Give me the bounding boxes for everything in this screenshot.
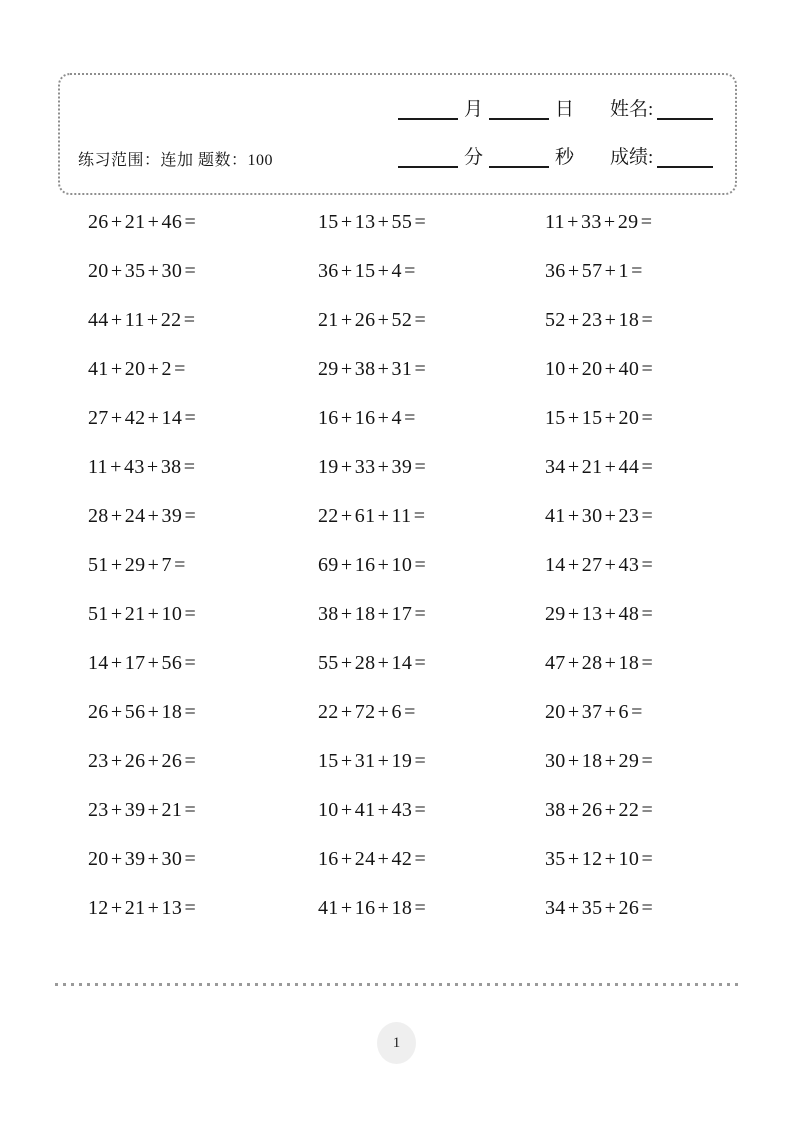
problem: 41 + 16 + 18 = <box>318 897 427 919</box>
header-fill-block <box>398 93 713 189</box>
problem: 52 + 23 + 18 = <box>545 309 654 331</box>
month-blank <box>398 97 458 120</box>
problem: 16 + 16 + 4 = <box>318 407 416 429</box>
problem: 14 + 17 + 56 = <box>88 652 197 674</box>
problem: 47 + 28 + 18 = <box>545 652 654 674</box>
problem: 23 + 26 + 26 = <box>88 750 197 772</box>
problem: 41 + 20 + 2 = <box>88 358 186 380</box>
page-number: 1 <box>392 1034 401 1051</box>
problem: 14 + 27 + 43 = <box>545 554 654 576</box>
problem: 19 + 33 + 39 = <box>318 456 427 478</box>
problem: 16 + 24 + 42 = <box>318 848 427 870</box>
problem-column-3 <box>545 198 738 933</box>
time-row <box>398 141 713 168</box>
problem: 11 + 33 + 29 = <box>545 211 653 233</box>
problem: 36 + 57 + 1 = <box>545 260 643 282</box>
problem: 55 + 28 + 14 = <box>318 652 427 674</box>
day-label: 日 <box>555 99 575 120</box>
problem: 10 + 20 + 40 = <box>545 358 654 380</box>
problem: 69 + 16 + 10 = <box>318 554 427 576</box>
problem: 15 + 15 + 20 = <box>545 407 654 429</box>
problem: 38 + 18 + 17 = <box>318 603 427 625</box>
problem: 12 + 21 + 13 = <box>88 897 197 919</box>
problem: 30 + 18 + 29 = <box>545 750 654 772</box>
minute-blank <box>398 145 458 168</box>
problem: 44 + 11 + 22 = <box>88 309 196 331</box>
problem: 20 + 39 + 30 = <box>88 848 197 870</box>
practice-info: 练习范围：连加 题数：100 <box>78 152 274 169</box>
problem: 27 + 42 + 14 = <box>88 407 197 429</box>
problem: 35 + 12 + 10 = <box>545 848 654 870</box>
minute-label: 分 <box>464 147 484 168</box>
problem: 11 + 43 + 38 = <box>88 456 196 478</box>
header-box <box>58 73 737 195</box>
score-label: 成绩: <box>610 147 654 168</box>
month-label: 月 <box>464 99 484 120</box>
problem-grid <box>88 198 738 933</box>
second-blank <box>489 145 549 168</box>
problem: 22 + 61 + 11 = <box>318 505 426 527</box>
problem: 20 + 35 + 30 = <box>88 260 197 282</box>
page-number-badge <box>377 1022 416 1064</box>
problem-column-2 <box>318 198 545 933</box>
problem: 23 + 39 + 21 = <box>88 799 197 821</box>
problem: 15 + 31 + 19 = <box>318 750 427 772</box>
problem: 51 + 21 + 10 = <box>88 603 197 625</box>
problem: 29 + 13 + 48 = <box>545 603 654 625</box>
problem: 21 + 26 + 52 = <box>318 309 427 331</box>
score-blank <box>657 145 713 168</box>
second-label: 秒 <box>555 147 575 168</box>
problem: 26 + 56 + 18 = <box>88 701 197 723</box>
problem: 34 + 21 + 44 = <box>545 456 654 478</box>
name-blank <box>657 97 713 120</box>
name-label: 姓名: <box>610 99 654 120</box>
problem-column-1 <box>88 198 318 933</box>
problem: 36 + 15 + 4 = <box>318 260 416 282</box>
date-row <box>398 93 713 120</box>
problem: 10 + 41 + 43 = <box>318 799 427 821</box>
problem: 38 + 26 + 22 = <box>545 799 654 821</box>
problem: 41 + 30 + 23 = <box>545 505 654 527</box>
problem: 22 + 72 + 6 = <box>318 701 416 723</box>
dotted-separator <box>55 983 738 986</box>
problem: 15 + 13 + 55 = <box>318 211 427 233</box>
problem: 34 + 35 + 26 = <box>545 897 654 919</box>
problem: 51 + 29 + 7 = <box>88 554 186 576</box>
problem: 20 + 37 + 6 = <box>545 701 643 723</box>
problem: 26 + 21 + 46 = <box>88 211 197 233</box>
day-blank <box>489 97 549 120</box>
problem: 29 + 38 + 31 = <box>318 358 427 380</box>
problem: 28 + 24 + 39 = <box>88 505 197 527</box>
